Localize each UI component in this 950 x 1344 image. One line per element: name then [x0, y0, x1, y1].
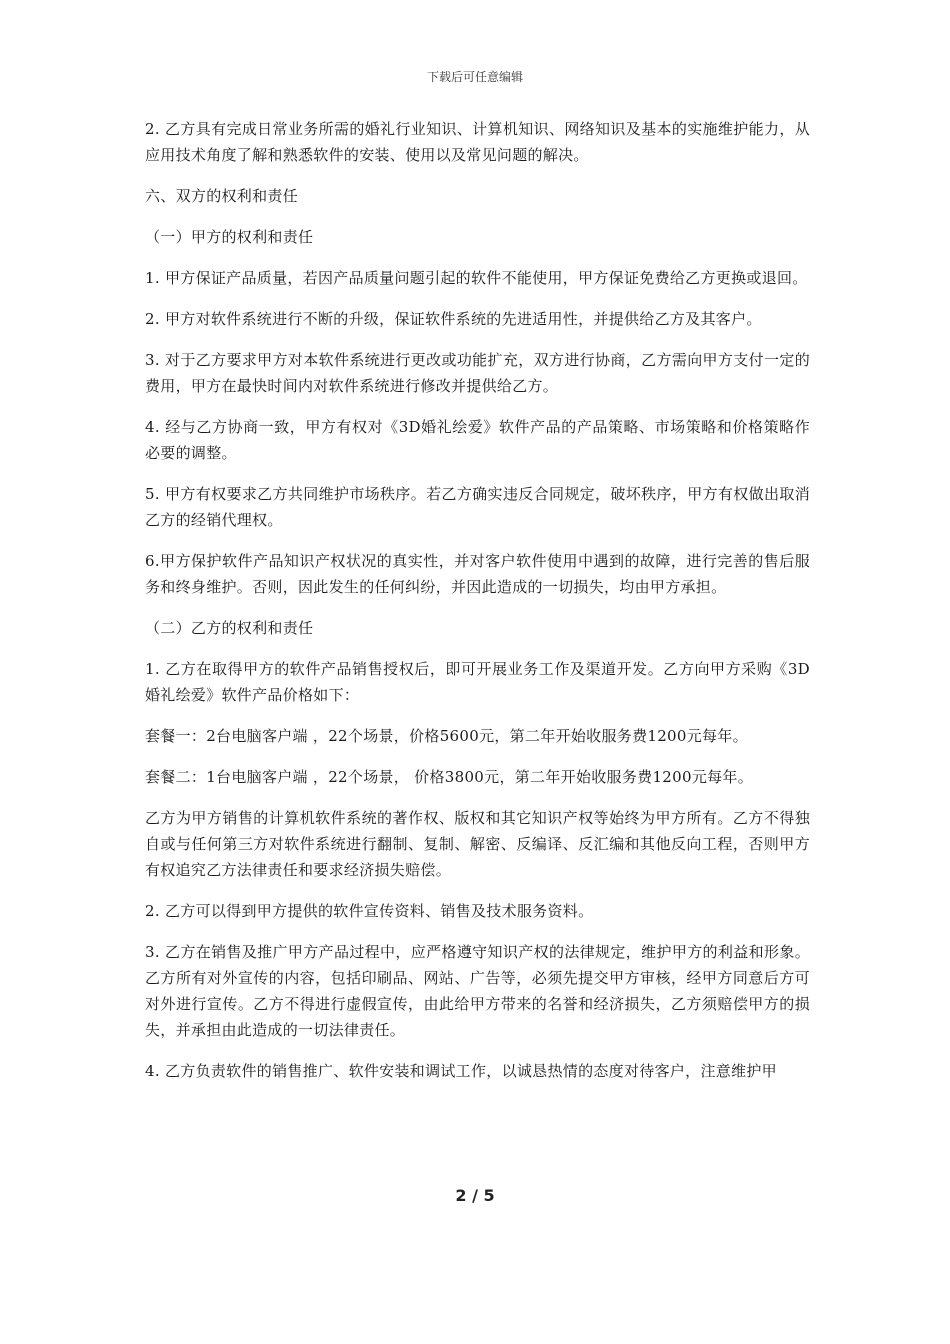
- party-a-clause-4: 4. 经与乙方协商一致，甲方有权对《3D婚礼绘爱》软件产品的产品策略、市场策略和价格策略作必要的调整。: [145, 418, 810, 462]
- party-b-clause-4: 4. 乙方负责软件的销售推广、软件安装和调试工作，以诚恳热情的态度对待客户，注意维护甲: [145, 1062, 777, 1080]
- package-one: 套餐一：2台电脑客户端 ，22个场景，价格5600元，第二年开始收服务费1200元每年。: [145, 727, 748, 745]
- page-number: 2 / 5: [455, 1186, 495, 1205]
- subsection-heading-party-b: （二）乙方的权利和责任: [145, 619, 314, 637]
- page-header: 下载后可任意编辑: [426, 70, 523, 84]
- paragraph-2-qualification: 2. 乙方具有完成日常业务所需的婚礼行业知识、计算机知识、网络知识及基本的实施维护能力，从应用技术角度了解和熟悉软件的安装、使用以及常见问题的解决。: [145, 120, 810, 164]
- party-b-clause-1: 1. 乙方在取得甲方的软件产品销售授权后，即可开展业务工作及渠道开发。乙方向甲方采购《3D婚礼绘爱》软件产品价格如下：: [145, 660, 810, 704]
- party-a-clause-2: 2. 甲方对软件系统进行不断的升级，保证软件系统的先进适用性，并提供给乙方及其客户。: [145, 310, 762, 328]
- document-body: [145, 116, 810, 1099]
- party-b-clause-3: 3. 乙方在销售及推广甲方产品过程中，应严格遵守知识产权的法律规定，维护甲方的利益和形象。乙方所有对外宣传的内容，包括印刷品、网站、广告等，必须先提交甲方审核，经甲方同意后方可对外进行宣传。乙方不得进行虚假宣传，由此给甲方带来的名誉和经济损失，乙方须赔偿甲方的损失，并承担由此造成的一切法律责任。: [145, 943, 810, 1039]
- party-a-clause-5: 5. 甲方有权要求乙方共同维护市场秩序。若乙方确实违反合同规定，破坏秩序，甲方有权做出取消乙方的经销代理权。: [145, 485, 810, 529]
- party-a-clause-3: 3. 对于乙方要求甲方对本软件系统进行更改或功能扩充，双方进行协商，乙方需向甲方支付一定的费用，甲方在最快时间内对软件系统进行修改并提供给乙方。: [145, 351, 810, 395]
- party-b-clause-2: 2. 乙方可以得到甲方提供的软件宣传资料、销售及技术服务资料。: [145, 902, 594, 920]
- subsection-heading-party-a: （一）甲方的权利和责任: [145, 228, 314, 246]
- party-a-clause-1: 1. 甲方保证产品质量，若因产品质量问题引起的软件不能使用，甲方保证免费给乙方更换或退回。: [145, 269, 808, 287]
- ip-ownership-clause: 乙方为甲方销售的计算机软件系统的著作权、版权和其它知识产权等始终为甲方所有。乙方不得独自或与任何第三方对软件系统进行翻制、复制、解密、反编译、反汇编和其他反向工程，否则甲方有权追究乙方法律责任和要求经济损失赔偿。: [145, 809, 810, 879]
- section-heading-rights: 六、双方的权利和责任: [145, 187, 299, 205]
- party-a-clause-6: 6.甲方保护软件产品知识产权状况的真实性，并对客户软件使用中遇到的故障，进行完善的售后服务和终身维护。否则，因此发生的任何纠纷，并因此造成的一切损失，均由甲方承担。: [145, 552, 810, 596]
- package-two: 套餐二：1台电脑客户端 ，22个场景， 价格3800元，第二年开始收服务费1200元每年。: [145, 768, 754, 786]
